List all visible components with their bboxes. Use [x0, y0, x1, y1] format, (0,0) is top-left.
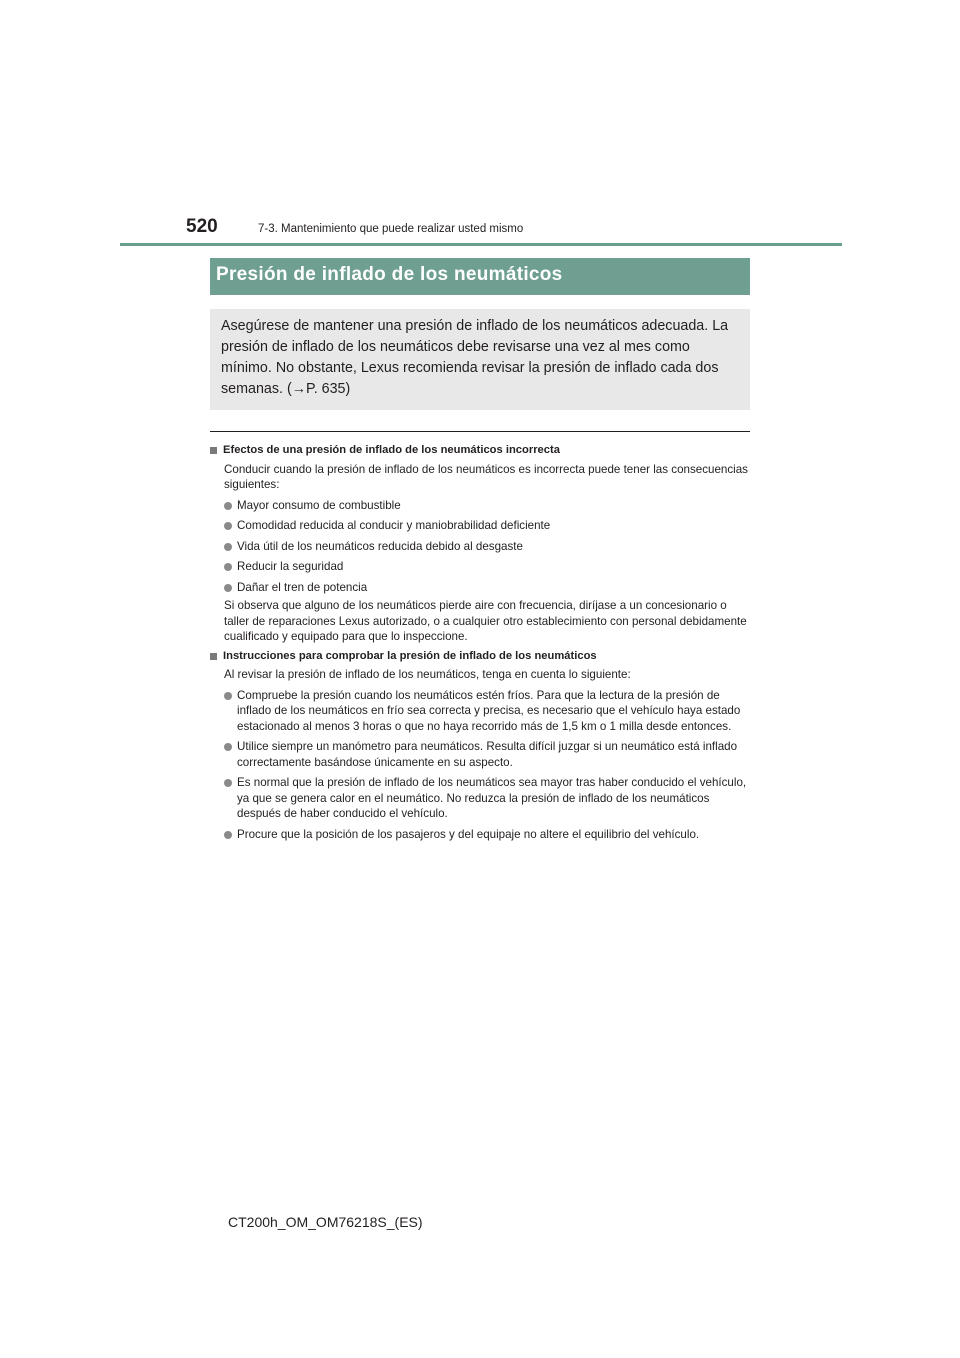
list-item — [224, 539, 750, 555]
list-item-text: Procure que la posición de los pasajeros y del equipaje no altere el equilibrio del vehículo. — [237, 827, 700, 841]
bullet-dot-icon — [224, 563, 232, 571]
list-item-text: Reducir la seguridad — [237, 560, 344, 573]
list-item — [224, 580, 750, 596]
page-number: 520 — [186, 216, 218, 237]
square-bullet-icon — [210, 653, 217, 660]
paragraph: Al revisar la presión de inflado de los neumáticos, tenga en cuenta lo siguiente: — [224, 668, 631, 681]
square-bullet-icon — [210, 447, 217, 454]
list-item-text: Comodidad reducida al conducir y maniobrabilidad deficiente — [237, 519, 551, 532]
intro-box — [210, 309, 750, 410]
bullet-dot-icon — [224, 831, 232, 839]
section-heading — [210, 649, 750, 665]
list-item — [224, 518, 750, 534]
list-item-text: Dañar el tren de potencia — [237, 580, 368, 594]
list-item — [224, 688, 750, 735]
list-item-text: Es normal que la presión de inflado de los neumáticos sea mayor tras haber conducido el vehículo, ya que se genera calor en el neumático. No reduzca la presión de inflado de los neumáticos después de haber conducido el vehículo. — [237, 776, 747, 820]
section-heading — [210, 443, 750, 459]
bullet-dot-icon — [224, 502, 232, 510]
section-divider — [210, 431, 750, 432]
page-title: Presión de inflado de los neumáticos — [216, 264, 563, 285]
header-rule — [120, 243, 842, 246]
section-heading-text: Instrucciones para comprobar la presión de inflado de los neumáticos — [223, 649, 597, 662]
bullet-dot-icon — [224, 522, 232, 530]
list-item-text: Utilice siempre un manómetro para neumáticos. Resulta difícil juzgar si un neumático está inflado correctamente basándose únicamente en su aspecto. — [237, 740, 738, 769]
bullet-dot-icon — [224, 584, 232, 592]
section-label: 7-3. Mantenimiento que puede realizar usted mismo — [258, 223, 524, 235]
title-bar — [210, 258, 750, 295]
list-item — [224, 827, 750, 843]
section-heading-text: Efectos de una presión de inflado de los neumáticos incorrecta — [223, 444, 560, 456]
paragraph: Si observa que alguno de los neumáticos pierde aire con frecuencia, diríjase a un concesionario o taller de reparaciones Lexus autorizado, o a cualquier otro establecimiento con personal debidamente cualificado y equipado para que lo inspeccione. — [224, 599, 747, 643]
content — [210, 443, 750, 842]
list-item — [224, 775, 750, 822]
list-item — [224, 498, 750, 514]
bullet-dot-icon — [224, 692, 232, 700]
intro-text: Asegúrese de mantener una presión de inflado de los neumáticos adecuada. La presión de inflado de los neumáticos debe revisarse una vez al mes como mínimo. No obstante, Lexus recomienda revisar la presión de inflado cada dos semanas. (→P. 635) — [221, 318, 729, 397]
bullet-dot-icon — [224, 543, 232, 551]
list-item-text: Compruebe la presión cuando los neumáticos estén fríos. Para que la lectura de la presión de inflado de los neumáticos en frío sea correcta y precisa, es necesario que el vehículo haya estado estacionado al menos 3 horas o que no haya recorrido más de 1,5 km o 1 milla desde entonces. — [237, 688, 741, 733]
list-item-text: Vida útil de los neumáticos reducida debido al desgaste — [237, 539, 523, 553]
list-item-text: Mayor consumo de combustible — [237, 498, 401, 512]
paragraph: Conducir cuando la presión de inflado de los neumáticos es incorrecta puede tener las consecuencias siguientes: — [224, 462, 748, 491]
bullet-dot-icon — [224, 779, 232, 787]
document-code: CT200h_OM_OM76218S_(ES) — [228, 1214, 423, 1230]
page-header — [120, 214, 842, 246]
list-item — [224, 559, 750, 575]
bullet-dot-icon — [224, 743, 232, 751]
list-item — [224, 739, 750, 770]
